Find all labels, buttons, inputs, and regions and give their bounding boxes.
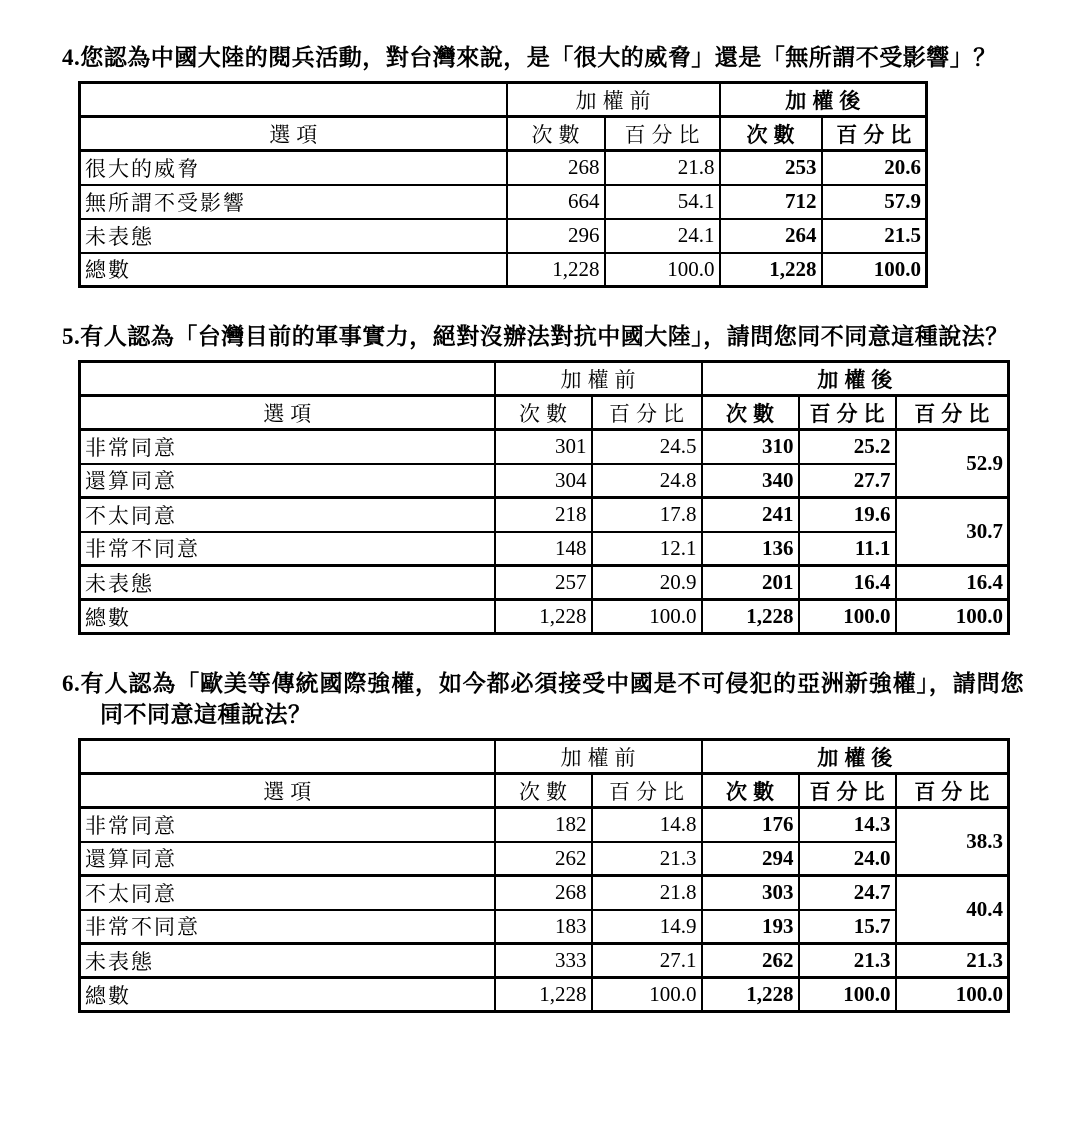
table-row [80,876,1009,910]
post-percent-value: 24.0 [799,842,896,876]
pre-count-value: 301 [495,430,592,464]
post-percent-value: 19.6 [799,498,896,532]
pre-percent-value: 21.8 [605,151,720,185]
question-4-title [62,42,1024,73]
post-count-value: 176 [702,808,799,842]
post-percent-value: 15.7 [799,910,896,944]
post-count-value: 340 [702,464,799,498]
question-6-number: 6. [62,671,81,696]
table-row [80,842,1009,876]
post-count-header: 次數 [702,774,799,808]
pre-percent-header: 百分比 [605,117,720,151]
pre-count-value: 296 [507,219,605,253]
row-label: 還算同意 [80,842,495,876]
corner-blank-cell [80,740,495,774]
pre-percent-value: 24.1 [605,219,720,253]
post-count-value: 241 [702,498,799,532]
pre-count-value: 1,228 [495,978,592,1012]
post-count-value: 193 [702,910,799,944]
post-weight-group-header: 加權後 [702,740,1009,774]
option-column-header: 選項 [80,396,495,430]
combined-percent-value: 30.7 [896,498,1009,566]
pre-percent-value: 20.9 [592,566,702,600]
post-count-value: 712 [720,185,822,219]
pre-count-value: 268 [495,876,592,910]
pre-weight-group-header: 加權前 [495,362,702,396]
post-weight-group-header: 加權後 [702,362,1009,396]
row-label: 總數 [80,253,507,287]
pre-percent-header: 百分比 [592,774,702,808]
post-count-value: 303 [702,876,799,910]
question-4-section [62,42,1024,288]
post-count-header: 次數 [702,396,799,430]
table-row [80,808,1009,842]
question-5-title [62,321,1024,352]
post-count-value: 310 [702,430,799,464]
post-count-value: 264 [720,219,822,253]
post-count-value: 201 [702,566,799,600]
row-label: 不太同意 [80,498,495,532]
pre-percent-value: 24.5 [592,430,702,464]
pre-percent-value: 100.0 [592,978,702,1012]
post-percent-value: 21.5 [822,219,927,253]
option-column-header: 選項 [80,774,495,808]
post-count-header: 次數 [720,117,822,151]
post-count-value: 253 [720,151,822,185]
combined-percent-value: 100.0 [896,600,1009,634]
pre-count-value: 664 [507,185,605,219]
question-6-results-table [78,738,1010,1013]
question-5-number: 5. [62,324,81,349]
pre-count-header: 次數 [495,396,592,430]
row-label: 無所謂不受影響 [80,185,507,219]
post-percent-header: 百分比 [799,774,896,808]
table-row [80,464,1009,498]
pre-percent-value: 54.1 [605,185,720,219]
pre-percent-value: 21.3 [592,842,702,876]
combined-percent-value: 100.0 [896,978,1009,1012]
post-percent-header: 百分比 [822,117,927,151]
post-count-value: 1,228 [702,978,799,1012]
row-label: 非常同意 [80,430,495,464]
post-count-value: 1,228 [720,253,822,287]
pre-percent-header: 百分比 [592,396,702,430]
post-count-value: 294 [702,842,799,876]
pre-weight-group-header: 加權前 [507,83,720,117]
row-label: 非常不同意 [80,532,495,566]
question-4-results-table [78,81,928,288]
pre-count-header: 次數 [507,117,605,151]
post-percent-value: 16.4 [799,566,896,600]
combined-percent-value: 21.3 [896,944,1009,978]
question-5-text: 有人認為「台灣目前的軍事實力，絕對沒辦法對抗中國大陸」，請問您同不同意這種說法？ [80,324,1009,349]
post-percent-value: 25.2 [799,430,896,464]
pre-count-value: 333 [495,944,592,978]
pre-percent-value: 100.0 [605,253,720,287]
pre-percent-value: 14.8 [592,808,702,842]
pre-percent-value: 27.1 [592,944,702,978]
pre-count-value: 262 [495,842,592,876]
table-row [80,910,1009,944]
combined-percent-value: 38.3 [896,808,1009,876]
post-percent-value: 24.7 [799,876,896,910]
combined-percent-value: 52.9 [896,430,1009,498]
pre-percent-value: 100.0 [592,600,702,634]
pre-count-value: 182 [495,808,592,842]
post-percent-value: 11.1 [799,532,896,566]
table-row [80,944,1009,978]
post-percent-value: 100.0 [799,600,896,634]
row-label: 不太同意 [80,876,495,910]
post-percent-value: 20.6 [822,151,927,185]
table-row [80,566,1009,600]
pre-count-value: 148 [495,532,592,566]
table-row [80,151,927,185]
combined-percent-value: 16.4 [896,566,1009,600]
post-percent-header: 百分比 [799,396,896,430]
pre-count-value: 304 [495,464,592,498]
pre-count-value: 1,228 [495,600,592,634]
row-label: 總數 [80,978,495,1012]
question-5-results-table [78,360,1010,635]
question-4-number: 4. [62,45,81,70]
pre-count-value: 257 [495,566,592,600]
row-label: 很大的威脅 [80,151,507,185]
row-label: 非常不同意 [80,910,495,944]
table-row [80,978,1009,1012]
table-row [80,498,1009,532]
post-weight-group-header: 加權後 [720,83,927,117]
question-4-text: 您認為中國大陸的閱兵活動，對台灣來說，是「很大的威脅」還是「無所謂不受影響」？ [80,45,997,70]
pre-count-value: 218 [495,498,592,532]
pre-count-value: 1,228 [507,253,605,287]
pre-count-value: 268 [507,151,605,185]
table-row [80,219,927,253]
table-row [80,253,927,287]
pre-percent-value: 24.8 [592,464,702,498]
post-percent-value: 100.0 [822,253,927,287]
post-percent-value: 21.3 [799,944,896,978]
post-percent-value: 27.7 [799,464,896,498]
post-percent-value: 14.3 [799,808,896,842]
table-row [80,430,1009,464]
combined-percent-value: 40.4 [896,876,1009,944]
combined-percent-header: 百分比 [896,396,1009,430]
pre-percent-value: 12.1 [592,532,702,566]
post-percent-value: 57.9 [822,185,927,219]
pre-count-value: 183 [495,910,592,944]
row-label: 未表態 [80,219,507,253]
row-label: 總數 [80,600,495,634]
row-label: 非常同意 [80,808,495,842]
question-6-text: 有人認為「歐美等傳統國際強權，如今都必須接受中國是不可侵犯的亞洲新強權」，請問您同不同意這種說法？ [80,671,1024,727]
row-label: 未表態 [80,566,495,600]
table-row [80,185,927,219]
pre-weight-group-header: 加權前 [495,740,702,774]
question-6-section [62,668,1024,1013]
pre-percent-value: 14.9 [592,910,702,944]
option-column-header: 選項 [80,117,507,151]
question-5-section [62,321,1024,635]
pre-count-header: 次數 [495,774,592,808]
combined-percent-header: 百分比 [896,774,1009,808]
table-row [80,600,1009,634]
pre-percent-value: 17.8 [592,498,702,532]
pre-percent-value: 21.8 [592,876,702,910]
post-count-value: 262 [702,944,799,978]
corner-blank-cell [80,362,495,396]
corner-blank-cell [80,83,507,117]
table-row [80,532,1009,566]
post-percent-value: 100.0 [799,978,896,1012]
row-label: 未表態 [80,944,495,978]
question-6-title [62,668,1024,730]
row-label: 還算同意 [80,464,495,498]
post-count-value: 1,228 [702,600,799,634]
post-count-value: 136 [702,532,799,566]
